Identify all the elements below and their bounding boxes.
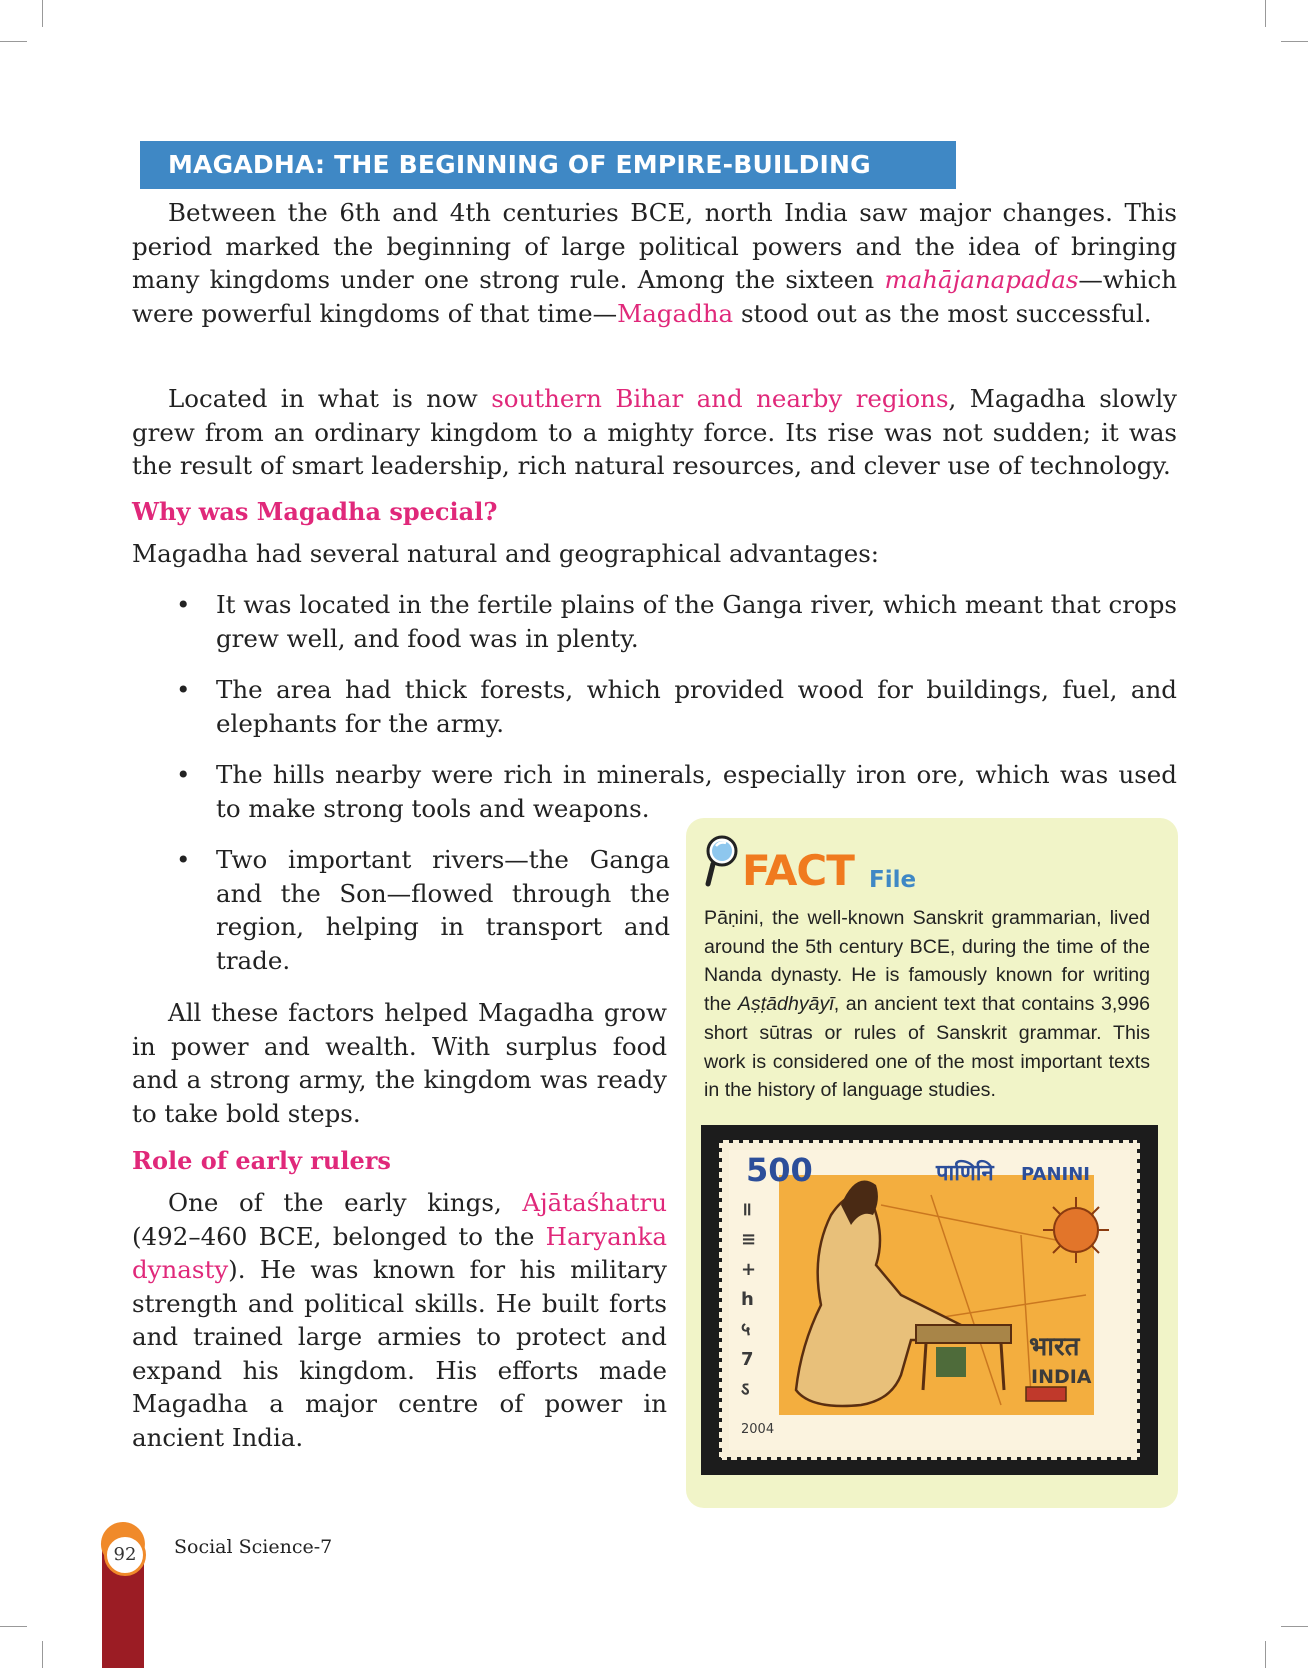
- region-highlight: southern Bihar and nearby regions: [491, 384, 949, 413]
- text-run: Pāṇini, the well-known Sanskrit grammarian, lived around the 5th century BCE, during the time of the Nanda dynasty. He is famously known for writing the: [704, 907, 1150, 1016]
- text-run: ). He was known for his military strength and political skills. He built forts and trained large armies to protect and expand his kingdom. His efforts made Magadha a major centre of power in ancient India.: [132, 1255, 667, 1452]
- stamp-value: 500: [746, 1151, 813, 1189]
- fact-title: FACT: [742, 846, 854, 895]
- bullet-icon: •: [176, 675, 191, 704]
- text-run: stood out as the most successful.: [733, 298, 1152, 328]
- text-run: , Magadha slowly grew from an ordinary kingdom to a mighty force. Its rise was not sudden; it was the result of smart leadership, rich natural resources, and clever use of technology.: [132, 384, 1178, 480]
- list-item: [170, 843, 670, 978]
- list-item: [170, 758, 1177, 825]
- stamp-name-hindi: पाणिनि: [936, 1161, 994, 1186]
- magnifier-icon: [703, 834, 739, 888]
- list-item: [170, 673, 1177, 740]
- stamp-country-hindi: भारत: [1029, 1332, 1080, 1362]
- crop-mark: [0, 1626, 27, 1627]
- text-run: , an ancient text that contains 3,996 short sūtras or rules of Sanskrit grammar. This work is considered one of the most important texts in the history of language studies.: [704, 993, 1150, 1102]
- list-item-text: It was located in the fertile plains of the Ganga river, which meant that crops grew well, and food was in plenty.: [216, 590, 1177, 653]
- crop-mark: [42, 0, 43, 27]
- intro-paragraph-2: [132, 382, 1177, 483]
- crop-mark: [0, 41, 27, 42]
- bullet-icon: •: [176, 760, 191, 789]
- text-run: (492–460 BCE, belonged to the: [132, 1221, 546, 1251]
- svg-text:ऽ: ऽ: [741, 1379, 750, 1400]
- book-title: Aṣṭādhyāyī: [737, 993, 834, 1016]
- fact-subtitle: File: [869, 867, 917, 893]
- text-run: Located in what is now: [168, 384, 492, 413]
- text-run: One of the early kings,: [168, 1188, 523, 1217]
- magadha-highlight: Magadha: [617, 298, 734, 328]
- rulers-heading: Role of early rulers: [132, 1146, 391, 1175]
- summary-paragraph: All these factors helped Magadha grow in power and wealth. With surplus food and a strong army, the kingdom was ready to take bold steps.: [132, 998, 667, 1128]
- panini-stamp: [701, 1125, 1158, 1475]
- crop-mark: [1265, 0, 1266, 27]
- king-highlight: Ajātaśhatru: [522, 1188, 667, 1217]
- running-title: Social Science-7: [174, 1536, 333, 1558]
- list-item-text: The hills nearby were rich in minerals, especially iron ore, which was used to make strong tools and weapons.: [216, 760, 1177, 823]
- dynasty-highlight: Haryanka dynasty: [132, 1221, 667, 1284]
- list-item: [170, 588, 1177, 655]
- crop-mark: [1281, 1626, 1308, 1627]
- crop-mark: [42, 1641, 43, 1668]
- stamp-year: 2004: [741, 1422, 775, 1437]
- crop-mark: [1281, 41, 1308, 42]
- text-run: Between the 6th and 4th centuries BCE, north India saw major changes. This period marked the beginning of large political powers and the idea of bringing many kingdoms under one strong rule. Among the sixteen: [132, 198, 1177, 294]
- mahajanapadas-term: mahājanapadas: [884, 265, 1079, 294]
- svg-text:५: ५: [741, 1319, 751, 1340]
- why-special-heading: Why was Magadha special?: [132, 497, 498, 526]
- list-item-text: The area had thick forests, which provided wood for buildings, fuel, and elephants for the army.: [216, 675, 1177, 738]
- why-special-lead: Magadha had several natural and geographical advantages:: [132, 539, 880, 568]
- svg-text:h: h: [741, 1289, 754, 1310]
- svg-text:≡: ≡: [741, 1229, 757, 1250]
- svg-text:7: 7: [741, 1349, 754, 1370]
- stamp-name: PANINI: [1021, 1164, 1090, 1185]
- rulers-paragraph: [132, 1186, 667, 1454]
- text-run: —which were powerful kingdoms of that time—: [132, 265, 1177, 328]
- bullet-icon: •: [176, 845, 191, 874]
- list-item-text: Two important rivers—the Ganga and the Son—flowed through the region, helping in transport and trade.: [216, 845, 670, 975]
- crop-mark: [1265, 1641, 1266, 1668]
- svg-text:॥: ॥: [741, 1199, 752, 1220]
- stamp-country: INDIA: [1031, 1366, 1092, 1388]
- fact-text: [704, 904, 1150, 1105]
- intro-paragraph-1: [132, 196, 1177, 330]
- section-heading: MAGADHA: THE BEGINNING OF EMPIRE-BUILDING: [140, 141, 956, 189]
- bullet-icon: •: [176, 590, 191, 619]
- svg-text:+: +: [741, 1259, 757, 1280]
- page-number: 92: [104, 1534, 146, 1576]
